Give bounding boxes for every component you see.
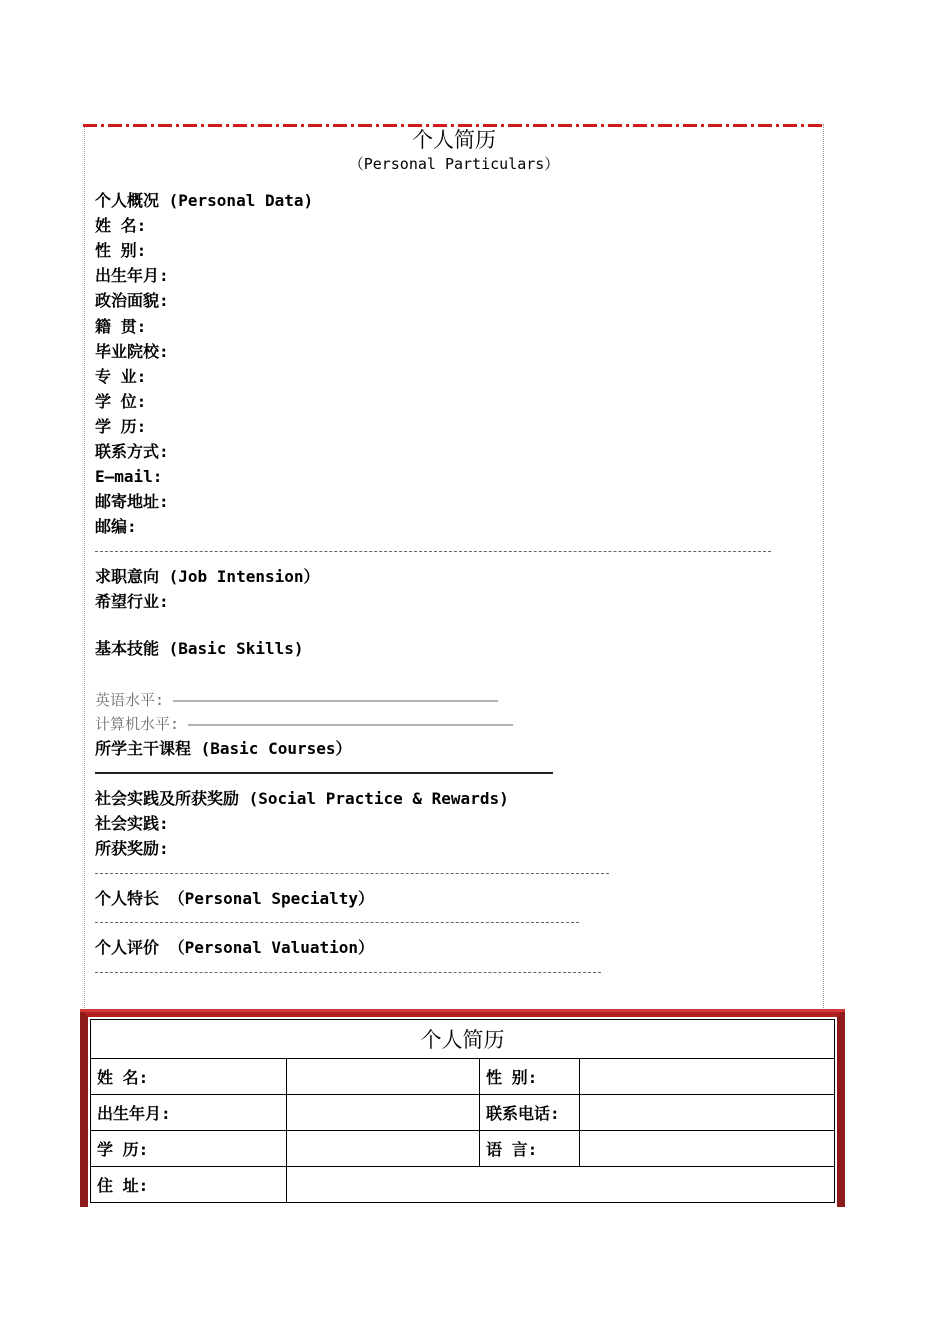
field-contact: 联系方式: — [95, 442, 169, 461]
personal-data-header: 个人概况 (Personal Data) — [95, 191, 314, 210]
divider-courses — [95, 772, 553, 774]
field-name: 姓 名: — [95, 216, 147, 235]
table-value-language[interactable] — [580, 1131, 835, 1167]
field-gender: 性 别: — [95, 241, 147, 260]
field-address: 邮寄地址: — [95, 492, 169, 511]
divider-valuation — [95, 972, 601, 973]
resume-subtitle: （Personal Particulars） — [348, 155, 560, 173]
table-title: 个人简历 — [91, 1020, 835, 1059]
field-school: 毕业院校: — [95, 342, 169, 361]
field-major: 专 业: — [95, 367, 147, 386]
table-value-birth[interactable] — [287, 1095, 480, 1131]
social-header: 社会实践及所获奖励 (Social Practice & Rewards) — [95, 789, 509, 808]
resume-table — [90, 1019, 835, 1203]
table-value-gender[interactable] — [580, 1059, 835, 1095]
field-industry: 希望行业: — [95, 592, 169, 611]
field-email: E—mail: — [95, 467, 163, 486]
table-label-address: 住 址: — [91, 1167, 287, 1203]
field-zipcode: 邮编: — [95, 517, 137, 536]
table-label-phone: 联系电话: — [480, 1095, 580, 1131]
field-native-place: 籍 贯: — [95, 317, 147, 336]
field-social-practice: 社会实践: — [95, 814, 169, 833]
field-degree: 学 位: — [95, 392, 147, 411]
resume-title: 个人简历 — [412, 128, 496, 152]
table-value-phone[interactable] — [580, 1095, 835, 1131]
valuation-header: 个人评价 （Personal Valuation） — [95, 938, 375, 957]
field-education: 学 历: — [95, 417, 147, 436]
table-label-gender: 性 别: — [480, 1059, 580, 1095]
table-label-language: 语 言: — [480, 1131, 580, 1167]
table-label-education: 学 历: — [91, 1131, 287, 1167]
divider-specialty — [95, 922, 579, 923]
table-value-address[interactable] — [287, 1167, 835, 1203]
table-row — [91, 1131, 835, 1167]
table-value-name[interactable] — [287, 1059, 480, 1095]
field-birth: 出生年月: — [95, 266, 169, 285]
divider-social — [95, 873, 609, 874]
table-row — [91, 1167, 835, 1203]
table-label-name: 姓 名: — [91, 1059, 287, 1095]
divider-1 — [95, 551, 771, 552]
job-intension-header: 求职意向 (Job Intension） — [95, 567, 320, 586]
table-label-birth: 出生年月: — [91, 1095, 287, 1131]
skill-english: 英语水平: ———————————————————————————————————— — [95, 691, 499, 709]
courses-header: 所学主干课程 (Basic Courses） — [95, 739, 352, 758]
table-row — [91, 1059, 835, 1095]
resume-table-frame — [80, 1009, 845, 1207]
field-political: 政治面貌: — [95, 291, 169, 310]
table-value-education[interactable] — [287, 1131, 480, 1167]
specialty-header: 个人特长 （Personal Specialty） — [95, 889, 375, 908]
resume-sheet — [84, 124, 824, 1008]
basic-skills-header: 基本技能 (Basic Skills) — [95, 639, 304, 658]
skill-computer: 计算机水平: ———————————————————————————————————— — [95, 715, 514, 733]
field-rewards: 所获奖励: — [95, 839, 169, 858]
table-row — [91, 1095, 835, 1131]
